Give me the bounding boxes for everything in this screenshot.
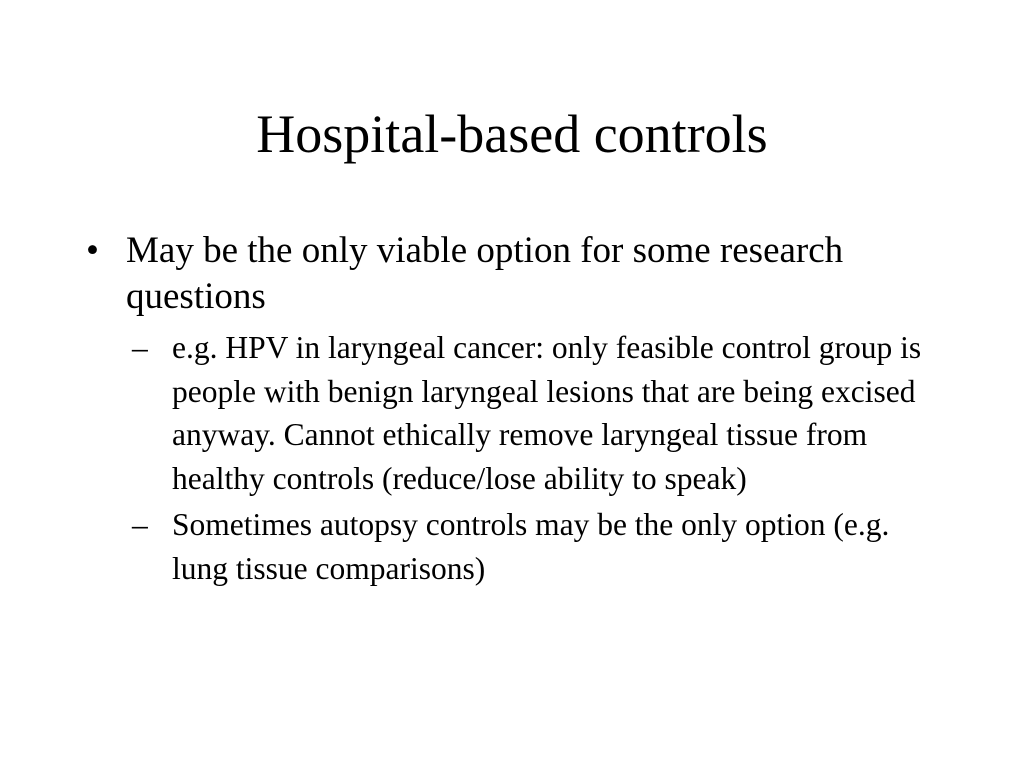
slide-body xyxy=(86,228,946,593)
bullet-marker: • xyxy=(86,230,99,271)
sub-bullet-list xyxy=(86,326,946,590)
bullet-text: May be the only viable option for some research questions xyxy=(126,230,844,317)
sub-bullet-laryngeal xyxy=(86,326,946,500)
dash-marker: – xyxy=(132,507,148,542)
sub-bullet-text: Sometimes autopsy controls may be the only option (e.g. lung tissue comparisons) xyxy=(172,507,890,586)
sub-bullet-text: e.g. HPV in laryngeal cancer: only feasible control group is people with benign laryngeal lesions that are being excised anyway. Cannot ethically remove laryngeal tissue from healthy controls (reduce/lose ability to speak) xyxy=(172,330,922,496)
sub-bullet-autopsy xyxy=(86,503,946,590)
slide-title: Hospital-based controls xyxy=(256,104,768,164)
dash-marker: – xyxy=(132,330,148,365)
bullet-level-1 xyxy=(86,228,946,320)
